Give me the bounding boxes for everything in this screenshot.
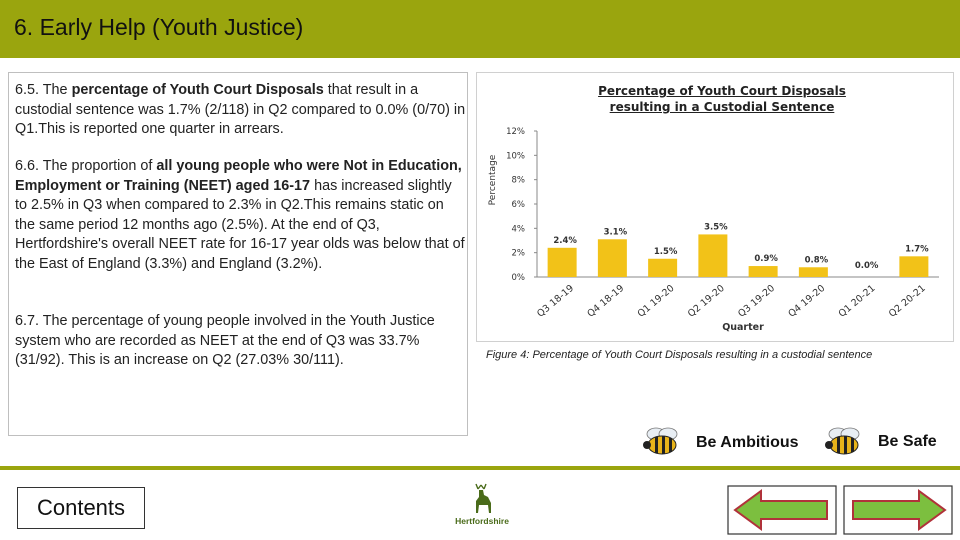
chart-bar bbox=[698, 234, 727, 277]
logo-text: Hertfordshire bbox=[455, 516, 509, 526]
bee-icon bbox=[636, 426, 688, 458]
chart-bar bbox=[548, 248, 577, 277]
paragraph-number: 6.5. bbox=[15, 82, 40, 98]
paragraph-text: The percentage of young people involved in the Youth Justice system who are recorded as NEET at the end of Q3 was 33.7% (31/92). This is an increase on Q2 (27.03% 30/111). bbox=[15, 313, 435, 368]
contents-button[interactable]: Contents bbox=[17, 487, 145, 529]
x-tick-label: Q3 19-20 bbox=[736, 282, 778, 320]
chart-bar bbox=[899, 256, 928, 277]
x-axis-label: Quarter bbox=[722, 322, 764, 333]
x-tick-label: Q2 19-20 bbox=[685, 282, 727, 320]
figure-caption: Figure 4: Percentage of Youth Court Disposals resulting in a custodial sentence bbox=[486, 349, 873, 361]
x-tick-label: Q3 18-19 bbox=[535, 282, 577, 320]
paragraph-6-5 bbox=[15, 81, 467, 140]
y-tick-label: 8% bbox=[511, 175, 525, 186]
x-tick-label: Q4 18-19 bbox=[585, 282, 627, 320]
bar-chart bbox=[477, 73, 953, 341]
data-label: 1.7% bbox=[905, 244, 929, 255]
paragraph-text: The proportion of bbox=[39, 158, 157, 174]
chart-bar bbox=[799, 267, 828, 277]
footer-divider bbox=[0, 466, 960, 470]
y-tick-label: 6% bbox=[511, 200, 525, 210]
hertfordshire-logo bbox=[448, 483, 516, 528]
motto-be-ambitious: Be Ambitious bbox=[696, 434, 799, 451]
y-tick-label: 4% bbox=[511, 224, 525, 235]
back-arrow-button[interactable] bbox=[727, 485, 837, 535]
data-label: 3.5% bbox=[704, 222, 728, 233]
paragraph-number: 6.7. bbox=[15, 313, 40, 329]
data-label: 3.1% bbox=[603, 227, 628, 238]
title-bar bbox=[0, 0, 960, 58]
y-axis-label: Percentage bbox=[488, 154, 498, 206]
data-label: 2.4% bbox=[553, 235, 577, 246]
paragraph-6-6 bbox=[15, 157, 467, 274]
text-panel bbox=[8, 72, 468, 436]
y-tick-label: 0% bbox=[511, 273, 525, 283]
data-label: 0.0% bbox=[854, 261, 879, 271]
stag-logo-icon bbox=[448, 483, 516, 517]
paragraph-bold-text: percentage of Youth Court Disposals bbox=[71, 82, 324, 98]
chart-bar bbox=[648, 259, 677, 277]
chart-bar bbox=[749, 266, 778, 277]
x-tick-label: Q1 19-20 bbox=[635, 282, 677, 320]
chart-title: Percentage of Youth Court Disposals resulting in a Custodial Sentence bbox=[598, 84, 846, 114]
paragraph-text: The bbox=[39, 82, 72, 98]
paragraph-number: 6.6. bbox=[15, 158, 40, 174]
page-title: 6. Early Help (Youth Justice) bbox=[14, 14, 304, 40]
motto-be-safe: Be Safe bbox=[878, 433, 937, 450]
data-label: 0.9% bbox=[754, 254, 778, 265]
x-tick-label: Q2 20-21 bbox=[886, 282, 928, 320]
x-tick-label: Q4 19-20 bbox=[786, 282, 828, 320]
bee-icon bbox=[818, 426, 870, 458]
x-tick-label: Q1 20-21 bbox=[836, 282, 878, 320]
paragraph-text: has increased slightly to 2.5% in Q3 when compared to 2.3% in Q2.This remains static on the same period 12 months ago (2.5%). At the end of Q3, Hertfordshire's overall NEET rate for 16-17 year olds was below that of the East of England (3.3%) and England (3.2%). bbox=[15, 177, 465, 272]
y-tick-label: 10% bbox=[506, 151, 525, 162]
y-tick-label: 12% bbox=[506, 127, 525, 137]
chart-container bbox=[476, 72, 954, 342]
y-tick-label: 2% bbox=[511, 248, 525, 259]
chart-bar bbox=[598, 239, 627, 277]
forward-arrow-button[interactable] bbox=[843, 485, 953, 535]
paragraph-6-7 bbox=[15, 312, 467, 371]
data-label: 1.5% bbox=[653, 246, 678, 257]
data-label: 0.8% bbox=[804, 255, 829, 266]
paragraph-bold-text: all young people who were Not in Education, Employment or Training (NEET) aged 16-17 bbox=[15, 158, 462, 194]
paragraph-text: that result in a custodial sentence was 1.7% (2/118) in Q2 compared to 0.0% (0/70) in Q1.This is reported one quarter in arrears. bbox=[15, 82, 466, 137]
